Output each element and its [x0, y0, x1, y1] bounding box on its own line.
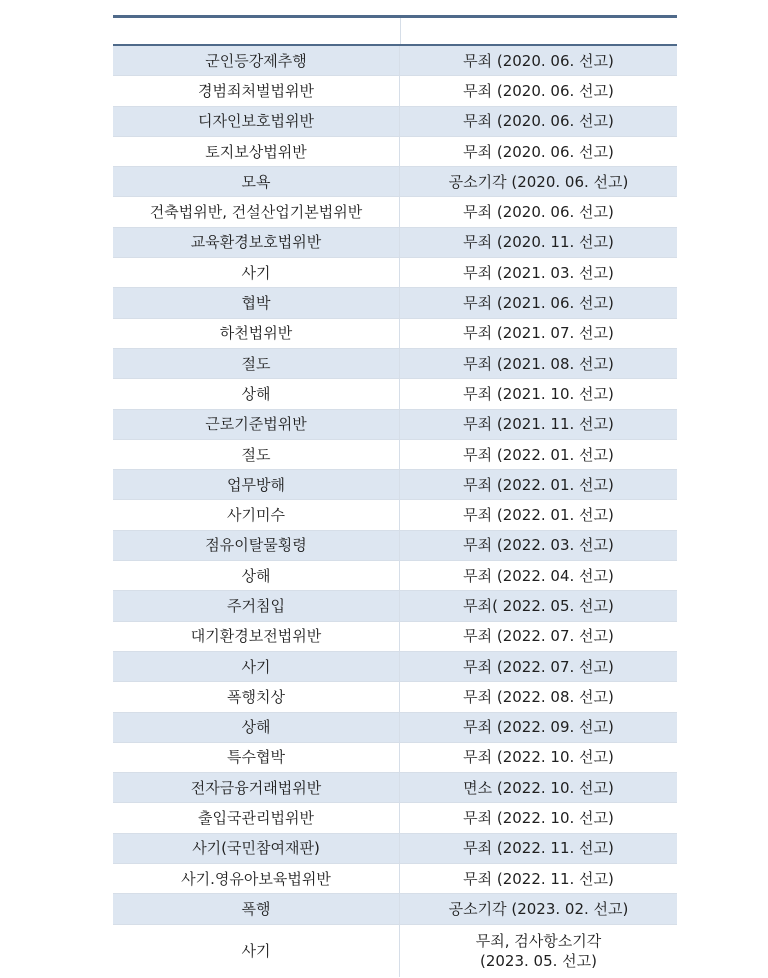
result-cell: 무죄 (2020. 06. 선고)	[463, 81, 614, 100]
result-cell: 무죄 (2022. 11. 선고)	[463, 869, 614, 888]
result-cell: 무죄 (2022. 01. 선고)	[463, 475, 614, 494]
charge-cell: 점유이탈물횡령	[113, 531, 400, 560]
table-row	[113, 470, 677, 500]
table-row	[113, 864, 677, 894]
table-row	[113, 167, 677, 197]
result-cell: 무죄 (2021. 10. 선고)	[463, 384, 614, 403]
table-row	[113, 743, 677, 773]
result-cell: 무죄 (2022. 09. 선고)	[463, 718, 614, 737]
result-cell: 무죄 (2021. 03. 선고)	[463, 263, 614, 282]
charge-cell: 토지보상법위반	[113, 137, 400, 166]
result-cell: 무죄 (2022. 07. 선고)	[463, 657, 614, 676]
result-cell: 무죄 (2021. 08. 선고)	[463, 354, 614, 373]
charge-cell: 사기미수	[113, 500, 400, 529]
charge-cell: 폭행치상	[113, 682, 400, 711]
result-cell: 무죄 (2022. 03. 선고)	[463, 536, 614, 555]
table-header-row	[113, 18, 677, 46]
table-row	[113, 773, 677, 803]
table-row	[113, 591, 677, 621]
result-cell: 무죄 (2020. 06. 선고)	[463, 112, 614, 131]
charge-cell: 절도	[113, 440, 400, 469]
table-row	[113, 288, 677, 318]
table-top-rule	[113, 0, 677, 18]
charge-cell: 근로기준법위반	[113, 410, 400, 439]
charge-cell: 업무방해	[113, 470, 400, 499]
charge-cell: 대기환경보전법위반	[113, 622, 400, 651]
result-cell: 무죄 (2021. 11. 선고)	[463, 415, 614, 434]
charge-cell: 교육환경보호법위반	[113, 228, 400, 257]
table-body	[113, 46, 677, 977]
charge-cell: 사기(국민참여재판)	[113, 834, 400, 863]
result-cell: 무죄 (2022. 01. 선고)	[463, 445, 614, 464]
charge-cell: 군인등강제추행	[113, 46, 400, 75]
table-row	[113, 561, 677, 591]
charge-cell: 상해	[113, 561, 400, 590]
charge-cell: 디자인보호법위반	[113, 107, 400, 136]
charge-cell: 특수협박	[113, 743, 400, 772]
table-row	[113, 349, 677, 379]
charge-cell: 상해	[113, 379, 400, 408]
header-cell-charge	[113, 18, 401, 44]
table-row	[113, 894, 677, 924]
table-row	[113, 500, 677, 530]
result-cell: 무죄 (2022. 08. 선고)	[463, 687, 614, 706]
charge-cell: 건축법위반, 건설산업기본법위반	[113, 197, 400, 226]
result-cell: 공소기각 (2020. 06. 선고)	[448, 172, 629, 191]
charge-cell: 모욕	[113, 167, 400, 196]
result-cell: 무죄 (2022. 01. 선고)	[463, 506, 614, 525]
result-cell: 무죄 (2022. 04. 선고)	[463, 566, 614, 585]
table-row	[113, 803, 677, 833]
table-row	[113, 197, 677, 227]
charge-cell: 주거침입	[113, 591, 400, 620]
result-cell: 무죄 (2021. 06. 선고)	[463, 294, 614, 313]
charge-cell: 경범죄처벌법위반	[113, 76, 400, 105]
charge-cell: 전자금융거래법위반	[113, 773, 400, 802]
table-row	[113, 137, 677, 167]
table-row	[113, 713, 677, 743]
charge-cell: 사기	[113, 925, 400, 977]
result-cell: 무죄 (2020. 06. 선고)	[463, 203, 614, 222]
charge-cell: 사기.영유아보육법위반	[113, 864, 400, 893]
charge-cell: 절도	[113, 349, 400, 378]
result-cell: 무죄, 검사항소기각 (2023. 05. 선고)	[475, 931, 602, 970]
result-cell: 무죄 (2021. 07. 선고)	[463, 324, 614, 343]
table-row	[113, 76, 677, 106]
result-cell: 무죄 (2020. 06. 선고)	[463, 51, 614, 70]
result-cell: 공소기각 (2023. 02. 선고)	[448, 899, 629, 918]
table-row	[113, 682, 677, 712]
result-cell: 무죄 (2022. 10. 선고)	[463, 748, 614, 767]
result-cell: 무죄( 2022. 05. 선고)	[463, 596, 614, 615]
table-row	[113, 531, 677, 561]
charge-cell: 하천법위반	[113, 319, 400, 348]
table-row	[113, 107, 677, 137]
result-cell: 무죄 (2022. 11. 선고)	[463, 839, 614, 858]
result-cell: 면소 (2022. 10. 선고)	[463, 778, 614, 797]
table-row	[113, 440, 677, 470]
table-row	[113, 379, 677, 409]
table-row	[113, 319, 677, 349]
charge-cell: 상해	[113, 713, 400, 742]
charge-cell: 출입국관리법위반	[113, 803, 400, 832]
result-cell: 무죄 (2020. 11. 선고)	[463, 233, 614, 252]
charge-cell: 폭행	[113, 894, 400, 923]
table-row	[113, 834, 677, 864]
table-row	[113, 258, 677, 288]
result-cell: 무죄 (2022. 10. 선고)	[463, 809, 614, 828]
table-row	[113, 622, 677, 652]
charge-cell: 사기	[113, 258, 400, 287]
result-cell: 무죄 (2022. 07. 선고)	[463, 627, 614, 646]
result-cell: 무죄 (2020. 06. 선고)	[463, 142, 614, 161]
results-table	[113, 0, 677, 977]
table-row	[113, 228, 677, 258]
header-cell-result	[401, 18, 678, 44]
table-row	[113, 652, 677, 682]
table-row	[113, 46, 677, 76]
table-row	[113, 925, 677, 977]
table-row	[113, 410, 677, 440]
charge-cell: 협박	[113, 288, 400, 317]
charge-cell: 사기	[113, 652, 400, 681]
